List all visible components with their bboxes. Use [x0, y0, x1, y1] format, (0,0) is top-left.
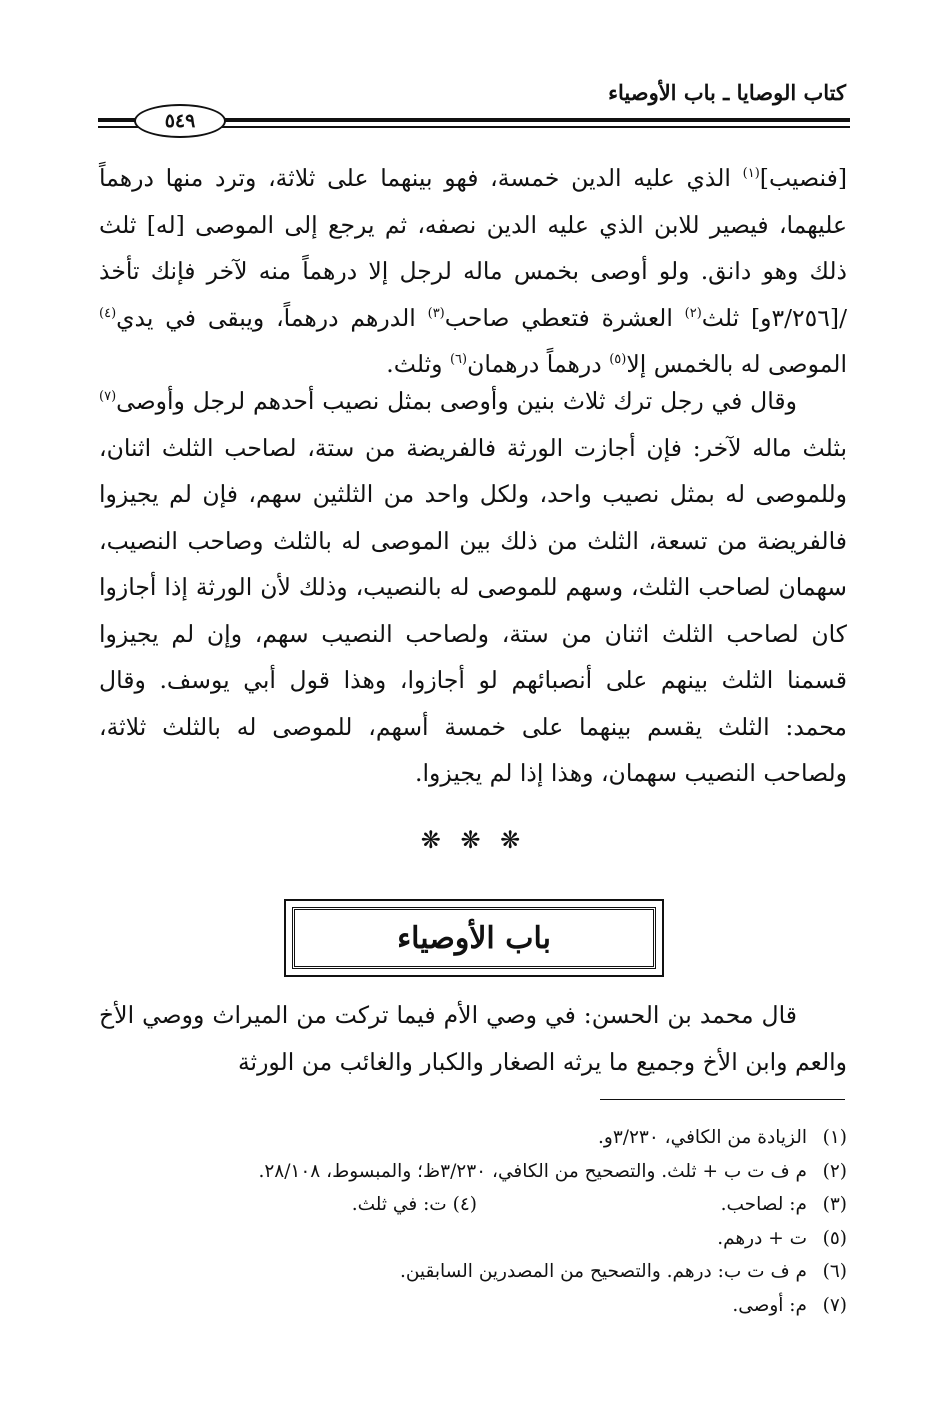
text-segment: الموصى له بالخمس إلا	[626, 350, 847, 378]
text-segment: الذي عليه الدين خمسة، فهو بينهما على ثلاثة، وترد منها درهماً عليهما، فيصير للابن الذي عليه الدين نصفه، ثم يرجع إلى الموصى [له] ثلث ذلك وهو دانق. ولو أوصى بخمس ماله لرجل إلا درهماً منه لآخر فإنك تأخذ /[٣/٢٥٦و] ثلث	[99, 164, 848, 332]
footnote-text: م ف ت ب + ثلث. والتصحيح من الكافي، ٣/٢٣٠ظ؛ والمبسوط، ٢٨/١٠٨.	[258, 1160, 807, 1182]
footnote-number: (٤)	[452, 1194, 477, 1215]
footnote-text: ت: في ثلث.	[351, 1194, 447, 1215]
text-segment: درهماً درهمان	[467, 350, 610, 378]
footnote-ref: (٧)	[99, 389, 117, 405]
footnote-text: م: أوصى.	[732, 1294, 807, 1316]
footnote-number: (٥)	[822, 1227, 847, 1249]
text-segment: العشرة فتعطي صاحب	[444, 303, 685, 332]
chapter-title-frame	[284, 899, 664, 977]
paragraph-2	[99, 378, 847, 797]
section-divider: ❋ ❋ ❋	[420, 826, 527, 854]
footnote-number: (٧)	[822, 1294, 847, 1316]
text-segment: بثلث ماله لآخر: فإن أجازت الورثة فالفريضة من ستة، لصاحب الثلث اثنان، وللموصى له بمثل نصيب واحد، ولكل واحد من الثلثين سهم، فإن لم يجيزوا فالفريضة من تسعة، الثلث من ذلك بين الموصى له بالثلث وصاحب النصيب، سهمان لصاحب الثلث، وسهم للموصى له بالنصيب، وذلك لأن الورثة إذا أجازوا كان لصاحب الثلث اثنان من ستة، ولصاحب النصيب سهم، وإن لم يجيزوا قسمنا الثلث بينهم على أنصبائهم لو أجازوا، وهذا قول أبي يوسف. وقال محمد: الثلث يقسم بينهما على خمسة أسهم، للموصى له بالثلث ثلاثة، ولصاحب النصيب سهمان، وهذا إذا لم يجيزوا.	[99, 433, 847, 787]
footnote-separator	[600, 1099, 845, 1100]
text-segment: [فنصيب]	[759, 164, 847, 192]
footnote-text: م ف ت ب: درهم. والتصحيح من المصدرين السابقين.	[399, 1261, 807, 1282]
paragraph-1	[99, 155, 847, 388]
footnote-ref: (٢)	[684, 305, 702, 321]
footnote-text: م: لصاحب.	[720, 1194, 807, 1215]
footnotes	[87, 1121, 847, 1322]
footnote-text: الزيادة من الكافي، ٣/٢٣٠و.	[597, 1127, 807, 1148]
footnote-ref: (٦)	[449, 352, 468, 368]
text-segment: وثلث.	[386, 350, 450, 378]
footnote-number: (٢)	[822, 1160, 847, 1182]
footnote-6	[87, 1255, 847, 1289]
chapter-title-inner-frame	[292, 907, 656, 969]
paragraph-3-text: قال محمد بن الحسن: في وصي الأم فيما تركت من الميراث ووصي الأخ والعم وابن الأخ وجميع ما يرثه الصغار والكبار والغائب من الورثة	[99, 1001, 847, 1076]
footnote-7	[87, 1289, 847, 1323]
footnote-2	[87, 1155, 847, 1189]
footnote-5	[87, 1222, 847, 1256]
footnote-ref: (٣)	[427, 305, 445, 321]
footnote-text: ت + درهم.	[717, 1227, 807, 1249]
footnote-1	[87, 1121, 847, 1155]
footnote-number: (٣)	[822, 1194, 847, 1215]
text-segment: الدرهم درهماً، ويبقى في يدي	[116, 303, 428, 332]
running-title: كتاب الوصايا ـ باب الأوصياء	[608, 80, 846, 105]
page-header	[98, 78, 850, 140]
paragraph-3	[99, 992, 847, 1085]
footnote-number: (٦)	[822, 1261, 847, 1282]
footnote-4	[352, 1188, 477, 1222]
text-segment: وقال في رجل ترك ثلاث بنين وأوصى بمثل نصيب أحدهم لرجل وأوصى	[116, 387, 797, 415]
footnote-ref: (٤)	[99, 305, 117, 321]
page-number: ٥٤٩	[134, 104, 226, 138]
footnote-3	[87, 1188, 847, 1222]
chapter-title: باب الأوصياء	[397, 920, 551, 956]
footnote-ref: (٥)	[609, 352, 627, 368]
footnote-ref: (١)	[742, 166, 760, 182]
footnote-number: (١)	[822, 1127, 847, 1148]
